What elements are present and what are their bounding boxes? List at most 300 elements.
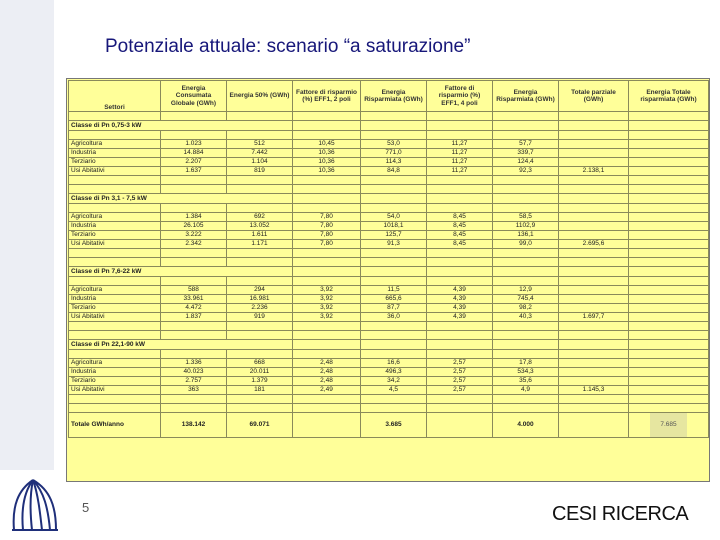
- table-cell: [293, 350, 361, 359]
- header-cell: Energia Risparmiata (GWh): [361, 81, 427, 112]
- table-cell: [559, 377, 629, 386]
- slide-title: Potenziale attuale: scenario “a saturazione”: [105, 36, 471, 57]
- table-cell: [161, 112, 227, 121]
- table-cell: 2,48: [293, 359, 361, 368]
- table-cell: 1.637: [161, 167, 227, 176]
- class-header-row: [69, 121, 709, 131]
- table-row: [69, 377, 709, 386]
- table-cell: 11,27: [427, 149, 493, 158]
- table-cell: 919: [227, 313, 293, 322]
- spacer-row: [69, 131, 709, 140]
- table-cell: [559, 368, 629, 377]
- table-cell: 11,5: [361, 286, 427, 295]
- table-cell: 33.961: [161, 295, 227, 304]
- table-cell: [427, 131, 493, 140]
- table-cell: [227, 176, 293, 185]
- table-cell: [559, 277, 629, 286]
- table-cell: [227, 350, 293, 359]
- table-cell: [293, 112, 361, 121]
- table-cell: [559, 149, 629, 158]
- spacer-row: [69, 258, 709, 267]
- table-cell: [69, 277, 161, 286]
- table-cell: Agricoltura: [69, 359, 161, 368]
- table-cell: [493, 258, 559, 267]
- table-cell: [629, 404, 709, 413]
- table-cell: 665,6: [361, 295, 427, 304]
- table-cell: 8,45: [427, 231, 493, 240]
- table-cell: Classe di Pn 0,75-3 kW: [69, 121, 293, 131]
- table-cell: [227, 185, 293, 194]
- table-cell: [629, 377, 709, 386]
- table-cell: 124,4: [493, 158, 559, 167]
- table-cell: [293, 395, 361, 404]
- table-cell: Industria: [69, 222, 161, 231]
- table-cell: [161, 176, 227, 185]
- table-cell: [361, 176, 427, 185]
- table-cell: [629, 231, 709, 240]
- table-cell: [629, 304, 709, 313]
- table-row: [69, 304, 709, 313]
- table-cell: [559, 340, 629, 350]
- table-cell: [629, 331, 709, 340]
- table-cell: 16,6: [361, 359, 427, 368]
- table-cell: [227, 404, 293, 413]
- table-cell: Terziario: [69, 231, 161, 240]
- table-cell: [559, 304, 629, 313]
- class-header-row: [69, 194, 709, 204]
- table-cell: [427, 340, 493, 350]
- table-cell: [559, 331, 629, 340]
- table-cell: [493, 249, 559, 258]
- table-cell: [361, 249, 427, 258]
- table-cell: [69, 350, 161, 359]
- table-cell: [427, 404, 493, 413]
- table-cell: [227, 249, 293, 258]
- table-cell: 4.000: [493, 413, 559, 438]
- table-cell: [69, 204, 161, 213]
- table-cell: [629, 204, 709, 213]
- table-cell: [293, 267, 361, 277]
- table-cell: [293, 258, 361, 267]
- header-cell: Energia Consumata Globale (GWh): [161, 81, 227, 112]
- table-cell: 181: [227, 386, 293, 395]
- table-cell: 138.142: [161, 413, 227, 438]
- table-cell: [629, 267, 709, 277]
- table-cell: [493, 395, 559, 404]
- table-cell: 1.171: [227, 240, 293, 249]
- spacer-row: [69, 331, 709, 340]
- table-cell: 7,80: [293, 213, 361, 222]
- table-cell: 13.052: [227, 222, 293, 231]
- table-cell: [293, 176, 361, 185]
- table-row: [69, 140, 709, 149]
- table-cell: [293, 340, 361, 350]
- table-cell: [69, 258, 161, 267]
- table-cell: [227, 258, 293, 267]
- header-cell: Totale parziale (GWh): [559, 81, 629, 112]
- table-cell: [161, 131, 227, 140]
- table-cell: [161, 350, 227, 359]
- table-cell: [493, 176, 559, 185]
- class-header-row: [69, 340, 709, 350]
- table-cell: 2,48: [293, 368, 361, 377]
- table-row: [69, 295, 709, 304]
- table-cell: 34,2: [361, 377, 427, 386]
- institution-logo-icon: [6, 476, 60, 534]
- table-cell: [427, 121, 493, 131]
- table-cell: 1.837: [161, 313, 227, 322]
- table-cell: [559, 158, 629, 167]
- table-cell: [629, 194, 709, 204]
- table-cell: [161, 277, 227, 286]
- table-cell: [427, 249, 493, 258]
- table-cell: [427, 204, 493, 213]
- table-cell: 3,92: [293, 313, 361, 322]
- table-cell: 3.222: [161, 231, 227, 240]
- table-cell: Totale GWh/anno: [69, 413, 161, 438]
- table-cell: 8,45: [427, 213, 493, 222]
- table-row: [69, 167, 709, 176]
- table-cell: [427, 258, 493, 267]
- table-cell: 91,3: [361, 240, 427, 249]
- table-cell: [559, 194, 629, 204]
- table-cell: [69, 322, 161, 331]
- table-cell: 10,45: [293, 140, 361, 149]
- table-cell: 35,6: [493, 377, 559, 386]
- table-cell: 125,7: [361, 231, 427, 240]
- table-cell: [361, 131, 427, 140]
- table-cell: Agricoltura: [69, 286, 161, 295]
- table-cell: [559, 350, 629, 359]
- table-cell: [493, 331, 559, 340]
- spacer-row: [69, 277, 709, 286]
- table-cell: [361, 322, 427, 331]
- table-cell: [227, 131, 293, 140]
- table-cell: 3,92: [293, 286, 361, 295]
- table-cell: [69, 395, 161, 404]
- table-cell: 692: [227, 213, 293, 222]
- table-cell: 16.981: [227, 295, 293, 304]
- table-cell: [293, 194, 361, 204]
- table-cell: [629, 222, 709, 231]
- table-cell: 10,36: [293, 167, 361, 176]
- table-cell: 4,39: [427, 304, 493, 313]
- spacer-row: [69, 185, 709, 194]
- table-cell: [427, 112, 493, 121]
- table-cell: [629, 395, 709, 404]
- spacer-row: [69, 404, 709, 413]
- table-cell: [493, 121, 559, 131]
- table-row: [69, 222, 709, 231]
- table-cell: 496,3: [361, 368, 427, 377]
- table-cell: [629, 340, 709, 350]
- table-cell: [161, 249, 227, 258]
- table-cell: [69, 404, 161, 413]
- table-cell: [629, 185, 709, 194]
- table-cell: [493, 112, 559, 121]
- table-cell: [227, 277, 293, 286]
- table-cell: [361, 194, 427, 204]
- table-cell: 69.071: [227, 413, 293, 438]
- table-cell: [629, 112, 709, 121]
- table-cell: 10,36: [293, 149, 361, 158]
- table-cell: Terziario: [69, 377, 161, 386]
- table-cell: 668: [227, 359, 293, 368]
- table-cell: 26.105: [161, 222, 227, 231]
- table-cell: 1.697,7: [559, 313, 629, 322]
- table-cell: [493, 322, 559, 331]
- table-cell: [161, 258, 227, 267]
- table-cell: [559, 213, 629, 222]
- table-cell: [559, 267, 629, 277]
- table-cell: [559, 204, 629, 213]
- table-cell: 1.384: [161, 213, 227, 222]
- table-cell: [629, 413, 709, 438]
- table-cell: 20.011: [227, 368, 293, 377]
- table-cell: [161, 322, 227, 331]
- table-cell: [559, 185, 629, 194]
- table-cell: [161, 185, 227, 194]
- table-cell: [559, 395, 629, 404]
- table-cell: 40.023: [161, 368, 227, 377]
- table-cell: 1.023: [161, 140, 227, 149]
- table-cell: Agricoltura: [69, 140, 161, 149]
- table-cell: [559, 121, 629, 131]
- table-cell: [559, 322, 629, 331]
- table-cell: 14.884: [161, 149, 227, 158]
- table-cell: 2,57: [427, 368, 493, 377]
- table-cell: 1.611: [227, 231, 293, 240]
- table-cell: 99,0: [493, 240, 559, 249]
- table-cell: [493, 131, 559, 140]
- table-cell: 87,7: [361, 304, 427, 313]
- table-cell: 36,0: [361, 313, 427, 322]
- grand-total-value: 7.685: [650, 413, 686, 437]
- table-cell: [69, 112, 161, 121]
- table-cell: 2,57: [427, 377, 493, 386]
- table-cell: Industria: [69, 295, 161, 304]
- table-cell: [629, 286, 709, 295]
- table-cell: [559, 286, 629, 295]
- table-row: [69, 359, 709, 368]
- table-cell: [227, 395, 293, 404]
- table-cell: Terziario: [69, 158, 161, 167]
- table-cell: 1102,9: [493, 222, 559, 231]
- table-cell: [629, 313, 709, 322]
- table-row: [69, 368, 709, 377]
- table-cell: 512: [227, 140, 293, 149]
- table-cell: [161, 204, 227, 213]
- table-cell: [559, 359, 629, 368]
- table-cell: 4,39: [427, 295, 493, 304]
- table-cell: [427, 413, 493, 438]
- table-cell: [427, 176, 493, 185]
- table-cell: 53,0: [361, 140, 427, 149]
- table-row: [69, 149, 709, 158]
- table-cell: 11,27: [427, 158, 493, 167]
- table-cell: 7.442: [227, 149, 293, 158]
- table-cell: [629, 258, 709, 267]
- header-cell: Settori: [69, 81, 161, 112]
- table-row: [69, 231, 709, 240]
- header-cell: Energia 50% (GWh): [227, 81, 293, 112]
- table-body: [69, 112, 709, 438]
- table-cell: [629, 368, 709, 377]
- table-cell: 114,3: [361, 158, 427, 167]
- table-cell: [629, 322, 709, 331]
- table-cell: 7,80: [293, 231, 361, 240]
- side-decoration-bar: [0, 0, 54, 470]
- table-cell: [69, 249, 161, 258]
- table-cell: Usi Abitativi: [69, 313, 161, 322]
- table-cell: [629, 176, 709, 185]
- table-cell: [427, 350, 493, 359]
- table-cell: [559, 112, 629, 121]
- table-cell: 17,8: [493, 359, 559, 368]
- table-cell: 4,39: [427, 286, 493, 295]
- savings-table: [68, 80, 709, 438]
- table-cell: [161, 331, 227, 340]
- table-cell: [427, 185, 493, 194]
- table-cell: Industria: [69, 368, 161, 377]
- table-cell: 2.757: [161, 377, 227, 386]
- table-cell: 136,1: [493, 231, 559, 240]
- table-cell: 57,7: [493, 140, 559, 149]
- table-cell: [427, 267, 493, 277]
- table-cell: 1.145,3: [559, 386, 629, 395]
- table-cell: [559, 222, 629, 231]
- table-cell: 2,57: [427, 359, 493, 368]
- table-cell: 2,57: [427, 386, 493, 395]
- table-row: [69, 313, 709, 322]
- table-cell: [629, 167, 709, 176]
- table-cell: [559, 295, 629, 304]
- table-cell: 7,80: [293, 222, 361, 231]
- spacer-row: [69, 350, 709, 359]
- table-cell: [493, 185, 559, 194]
- table-cell: 2,49: [293, 386, 361, 395]
- table-cell: 3.685: [361, 413, 427, 438]
- spacer-row: [69, 395, 709, 404]
- table-cell: [629, 131, 709, 140]
- table-row: [69, 240, 709, 249]
- table-cell: Usi Abitativi: [69, 386, 161, 395]
- table-cell: [493, 194, 559, 204]
- table-cell: 1.104: [227, 158, 293, 167]
- table-cell: [427, 277, 493, 286]
- table-cell: 2.138,1: [559, 167, 629, 176]
- table-cell: Agricoltura: [69, 213, 161, 222]
- table-cell: 1.336: [161, 359, 227, 368]
- header-cell: Energia Totale risparmiata (GWh): [629, 81, 709, 112]
- table-cell: 339,7: [493, 149, 559, 158]
- header-cell: Energia Risparmiata (GWh): [493, 81, 559, 112]
- table-cell: [69, 185, 161, 194]
- table-cell: [361, 185, 427, 194]
- header-row: [69, 81, 709, 112]
- table-cell: 4,5: [361, 386, 427, 395]
- table-cell: [493, 340, 559, 350]
- table-cell: 7,80: [293, 240, 361, 249]
- table-cell: 3,92: [293, 304, 361, 313]
- table-cell: 4,9: [493, 386, 559, 395]
- header-cell: Fattore di risparmio (%) EFF1, 4 poli: [427, 81, 493, 112]
- table-cell: [361, 350, 427, 359]
- table-cell: [361, 204, 427, 213]
- table-cell: [293, 413, 361, 438]
- table-cell: 771,0: [361, 149, 427, 158]
- table-cell: Classe di Pn 7,6-22 kW: [69, 267, 293, 277]
- table-cell: Classe di Pn 22,1-90 kW: [69, 340, 293, 350]
- table-cell: [361, 267, 427, 277]
- table-cell: [559, 249, 629, 258]
- table-cell: 11,27: [427, 167, 493, 176]
- table-cell: 294: [227, 286, 293, 295]
- table-cell: 1018,1: [361, 222, 427, 231]
- table-cell: [69, 176, 161, 185]
- table-cell: [161, 395, 227, 404]
- spacer-row: [69, 204, 709, 213]
- table-cell: [629, 277, 709, 286]
- total-row: [69, 413, 709, 438]
- table-cell: 2,48: [293, 377, 361, 386]
- table-cell: Usi Abitativi: [69, 167, 161, 176]
- table-row: [69, 213, 709, 222]
- table-cell: [293, 331, 361, 340]
- table-cell: [293, 277, 361, 286]
- table-cell: [361, 121, 427, 131]
- table-cell: [559, 131, 629, 140]
- table-cell: [559, 140, 629, 149]
- table-cell: 1.379: [227, 377, 293, 386]
- table-cell: [293, 204, 361, 213]
- table-cell: Industria: [69, 149, 161, 158]
- table-cell: [559, 176, 629, 185]
- table-cell: 8,45: [427, 240, 493, 249]
- table-cell: [293, 131, 361, 140]
- table-cell: [493, 267, 559, 277]
- table-cell: [293, 185, 361, 194]
- table-cell: 4,39: [427, 313, 493, 322]
- table-cell: 2.342: [161, 240, 227, 249]
- table-cell: [227, 112, 293, 121]
- spacer-row: [69, 176, 709, 185]
- spacer-row: [69, 322, 709, 331]
- table-cell: Usi Abitativi: [69, 240, 161, 249]
- table-cell: [361, 112, 427, 121]
- table-cell: [361, 331, 427, 340]
- table-cell: [161, 404, 227, 413]
- table-cell: [493, 204, 559, 213]
- table-cell: 2.695,6: [559, 240, 629, 249]
- table-cell: 2.207: [161, 158, 227, 167]
- table-row: [69, 286, 709, 295]
- spacer-row: [69, 112, 709, 121]
- table-cell: 58,5: [493, 213, 559, 222]
- table-cell: 40,3: [493, 313, 559, 322]
- table-cell: 10,36: [293, 158, 361, 167]
- table-cell: [629, 149, 709, 158]
- table-cell: 12,9: [493, 286, 559, 295]
- brand-logo: CESI RICERCA: [552, 503, 689, 525]
- table-cell: Terziario: [69, 304, 161, 313]
- table-cell: 4.472: [161, 304, 227, 313]
- page-number: 5: [82, 500, 90, 515]
- table-cell: [493, 350, 559, 359]
- table-cell: [361, 277, 427, 286]
- table-cell: 745,4: [493, 295, 559, 304]
- table-cell: [427, 331, 493, 340]
